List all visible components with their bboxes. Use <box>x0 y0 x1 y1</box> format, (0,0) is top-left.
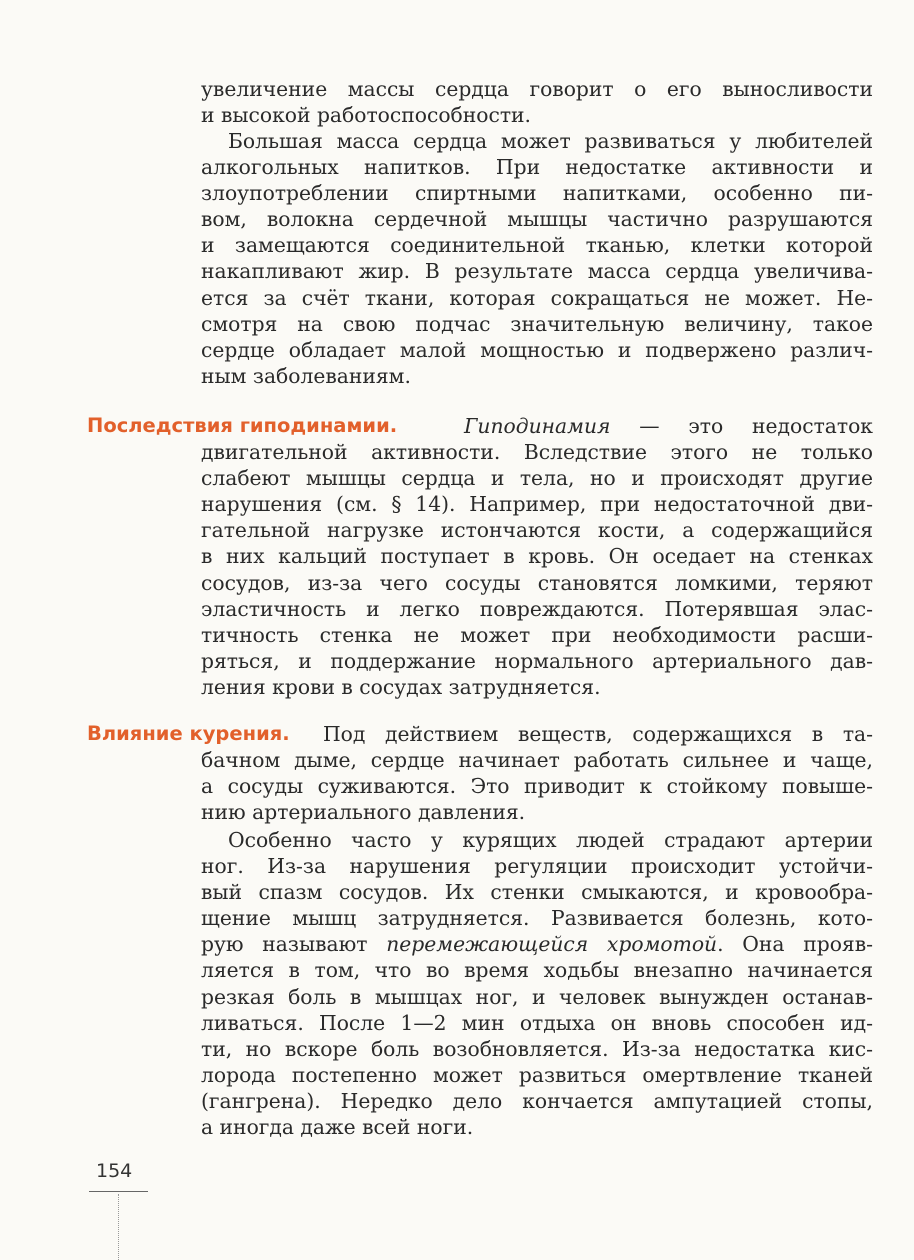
text-line: ряться, и поддержание нормального артериального дав- <box>201 648 873 673</box>
text-line: Большая масса сердца может развиваться у любителей <box>228 129 873 153</box>
text-line: и высокой работоспособности. <box>201 103 532 128</box>
text-line: и замещаются соединительной тканью, клетки которой <box>201 233 873 258</box>
text-line: (гангрена). Нередко дело кончается ампутацией стопы, <box>201 1088 873 1113</box>
section-heading-smoking: Влияние курения. <box>87 722 290 745</box>
text-line: нию артериального давления. <box>201 800 526 825</box>
text-line: ляется в том, что во время ходьбы внезапно начинается <box>201 958 873 983</box>
text-line: ным заболеваниям. <box>201 363 411 388</box>
page-number-rule <box>89 1191 148 1192</box>
text-line <box>201 931 873 957</box>
text-line: ливаться. После 1—2 мин отдыха он вновь способен ид- <box>201 1010 873 1035</box>
text-line <box>464 413 873 439</box>
paragraph-continuation <box>201 76 873 128</box>
text-line: а иногда даже всей ноги. <box>201 1115 474 1140</box>
margin-dotted-line <box>118 1194 119 1260</box>
text-line: накапливают жир. В результате масса сердца увеличива- <box>201 259 873 284</box>
paragraph-smoking <box>201 721 873 825</box>
text-line: а сосуды суживаются. Это приводит к стойкому повыше- <box>201 774 873 799</box>
paragraph-heart-mass <box>201 128 873 389</box>
text-line: увеличение массы сердца говорит о его выносливости <box>201 77 873 101</box>
paragraph-hypodynamia <box>201 413 873 700</box>
page-number: 154 <box>96 1160 133 1182</box>
text-line: тичность стенка не может при необходимости расши- <box>201 622 873 647</box>
text-line: ления крови в сосудах затрудняется. <box>201 674 601 699</box>
text-line: сердце обладает малой мощностью и подвержено различ- <box>201 337 873 362</box>
text-line: злоупотреблении спиртными напитками, особенно пи- <box>201 181 873 206</box>
text-fragment: рую называют <box>201 932 368 957</box>
term-hypodynamia: Гиподинамия <box>464 414 611 438</box>
text-line: сосудов, из-за чего сосуды становятся ломкими, теряют <box>201 570 873 595</box>
term-claudication: перемежающейся хромотой <box>386 932 718 957</box>
text-line: нарушения (см. § 14). Например, при недостаточной дви- <box>201 492 873 517</box>
text-line: Под действием веществ, содержащихся в та- <box>323 722 873 746</box>
text-line: эластичность и легко повреждаются. Потерявшая элас- <box>201 596 873 621</box>
text-line: ется за счёт ткани, которая сокращаться не может. Не- <box>201 285 873 310</box>
text-line: двигательной активности. Вследствие этого не только <box>201 440 873 465</box>
text-fragment: — это недостаток <box>639 414 873 438</box>
text-line: ног. Из-за нарушения регуляции происходит устойчи- <box>201 854 873 879</box>
section-heading-hypodynamia: Последствия гиподинамии. <box>87 414 398 437</box>
text-line: гательной нагрузке истончаются кости, а содержащийся <box>201 518 873 543</box>
text-line: Особенно часто у курящих людей страдают артерии <box>228 828 873 852</box>
text-line: вом, волокна сердечной мышцы частично разрушаются <box>201 207 873 232</box>
text-line: в них кальций поступает в кровь. Он оседает на стенках <box>201 544 873 569</box>
text-line: резкая боль в мышцах ног, и человек вынужден останав- <box>201 984 873 1009</box>
text-line: ти, но вскоре боль возобновляется. Из-за недостатка кис- <box>201 1036 873 1061</box>
text-line: лорода постепенно может развиться омертвление тканей <box>201 1062 873 1087</box>
paragraph-claudication <box>201 827 873 1140</box>
text-line: бачном дыме, сердце начинает работать сильнее и чаще, <box>201 748 873 773</box>
text-line: алкогольных напитков. При недостатке активности и <box>201 155 873 180</box>
text-line: вый спазм сосудов. Их стенки смыкаются, и кровообра- <box>201 880 873 905</box>
text-fragment: . Она прояв- <box>717 932 873 957</box>
text-line: щение мышц затрудняется. Развивается болезнь, кото- <box>201 906 873 931</box>
text-line: слабеют мышцы сердца и тела, но и происходят другие <box>201 466 873 491</box>
text-line: смотря на свою подчас значительную величину, такое <box>201 311 873 336</box>
